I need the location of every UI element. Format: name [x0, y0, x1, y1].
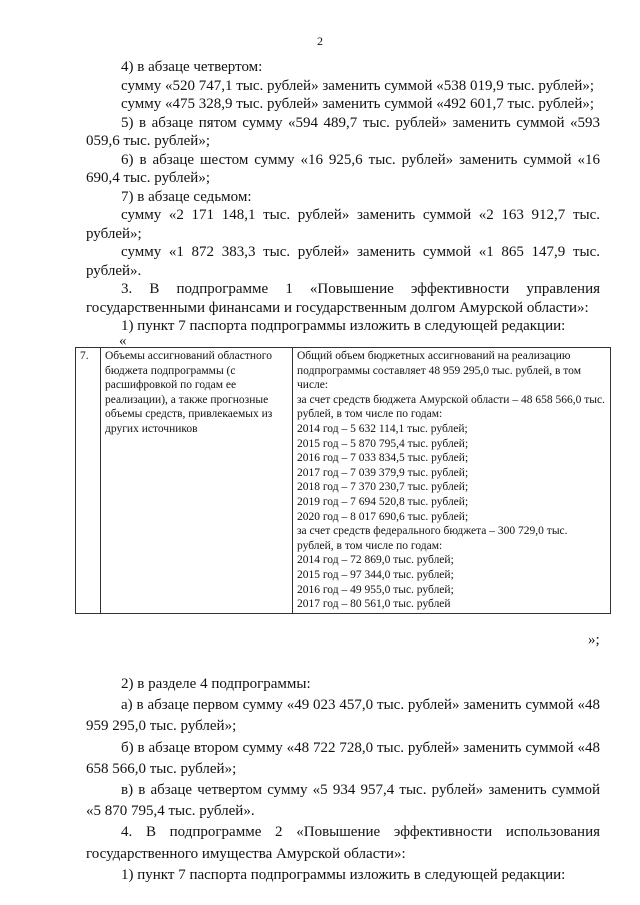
year-line: 2017 год – 80 561,0 тыс. рублей	[297, 598, 451, 611]
funding-intro: Общий объем бюджетных ассигнований на реализацию подпрограммы составляет 48 959 295,0 тыс. рублей, в том числе:	[297, 350, 581, 392]
year-line: 2018 год – 7 370 230,7 тыс. рублей;	[297, 481, 469, 494]
row-label: Объемы ассигнований областного бюджета подпрограммы (с расшифровкой по годам ее реализации), а также прогнозные объемы средств, привлекаемых из других источников	[101, 348, 293, 614]
paragraph: сумму «1 872 383,3 тыс. рублей» заменить суммой «1 865 147,9 тыс. рублей».	[86, 244, 600, 279]
paragraph: в) в абзаце четвертом сумму «5 934 957,4 тыс. рублей» заменить суммой «5 870 795,4 тыс. рублей».	[86, 782, 600, 820]
paragraph: сумму «475 328,9 тыс. рублей» заменить суммой «492 601,7 тыс. рублей»;	[121, 96, 595, 112]
paragraph: сумму «2 171 148,1 тыс. рублей» заменить суммой «2 163 912,7 тыс. рублей»;	[86, 207, 600, 242]
paragraph: 1) пункт 7 паспорта подпрограммы изложить в следующей редакции:	[121, 866, 566, 883]
paragraph: 4. В подпрограмме 2 «Повышение эффективности использования государственного имущества Амурской области»:	[86, 824, 600, 862]
year-line: 2014 год – 72 869,0 тыс. рублей;	[297, 554, 454, 567]
year-line: 2019 год – 7 694 520,8 тыс. рублей;	[297, 495, 469, 508]
table-row	[76, 348, 611, 614]
paragraph: 5) в абзаце пятом сумму «594 489,7 тыс. рублей» заменить суммой «593 059,6 тыс. рублей»;	[86, 114, 600, 149]
row-value	[293, 348, 611, 614]
year-line: 2020 год – 8 017 690,6 тыс. рублей;	[297, 510, 469, 523]
passport-table	[75, 347, 611, 614]
opening-quote: «	[119, 333, 127, 349]
paragraph: 3. В подпрограмме 1 «Повышение эффективности управления государственными финансами и государственным долгом Амурской области»:	[86, 281, 600, 316]
regional-budget-header: за счет средств бюджета Амурской области – 48 658 566,0 тыс. рублей, в том числе по годам:	[297, 393, 605, 421]
paragraph: 2) в разделе 4 подпрограммы:	[121, 676, 311, 692]
page-number: 2	[317, 34, 323, 48]
paragraph: 1) пункт 7 паспорта подпрограммы изложить в следующей редакции:	[121, 318, 566, 334]
paragraph: а) в абзаце первом сумму «49 023 457,0 тыс. рублей» заменить суммой «48 959 295,0 тыс. рублей»;	[86, 697, 600, 735]
row-number: 7.	[76, 348, 101, 614]
federal-budget-header: за счет средств федерального бюджета – 300 729,0 тыс. рублей, в том числе по годам:	[297, 525, 568, 552]
closing-quote: »;	[588, 632, 600, 648]
year-line: 2015 год – 97 344,0 тыс. рублей;	[297, 568, 454, 581]
paragraph: 4) в абзаце четвертом:	[121, 59, 263, 75]
amendment-text-top	[86, 58, 600, 336]
year-line: 2016 год – 49 955,0 тыс. рублей;	[297, 583, 454, 596]
year-line: 2014 год – 5 632 114,1 тыс. рублей;	[297, 422, 468, 435]
year-line: 2015 год – 5 870 795,4 тыс. рублей;	[297, 437, 469, 450]
paragraph: б) в абзаце втором сумму «48 722 728,0 тыс. рублей» заменить суммой «48 658 566,0 тыс. рублей»;	[86, 739, 600, 777]
year-line: 2016 год – 7 033 834,5 тыс. рублей;	[297, 452, 469, 465]
paragraph: сумму «520 747,1 тыс. рублей» заменить суммой «538 019,9 тыс. рублей»;	[121, 77, 595, 94]
year-line: 2017 год – 7 039 379,9 тыс. рублей;	[297, 466, 469, 479]
paragraph: 7) в абзаце седьмом:	[121, 188, 252, 205]
amendment-text-bottom	[86, 674, 600, 886]
paragraph: 6) в абзаце шестом сумму «16 925,6 тыс. рублей» заменить суммой «16 690,4 тыс. рублей»;	[86, 151, 600, 186]
